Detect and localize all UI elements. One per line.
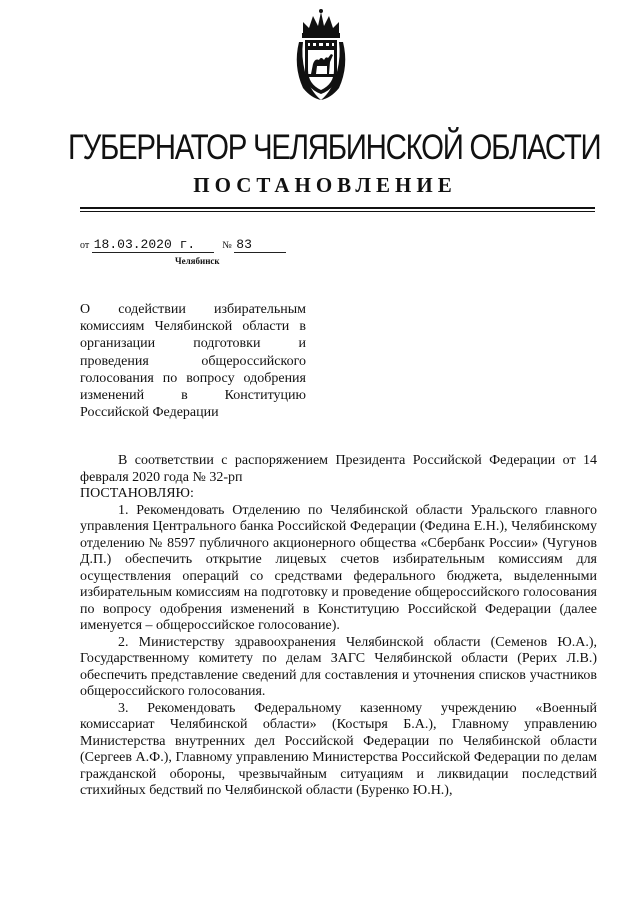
document-meta bbox=[80, 238, 286, 253]
date-prefix: от bbox=[80, 240, 90, 251]
governor-title: ГУБЕРНАТОР ЧЕЛЯБИНСКОЙ ОБЛАСТИ bbox=[67, 128, 601, 167]
number-prefix: № bbox=[222, 240, 232, 251]
document-number: 83 bbox=[234, 238, 286, 253]
header-divider-thin bbox=[80, 211, 595, 212]
preamble-paragraph: В соответствии с распоряжением Президента Российской Федерации от 14 февраля 2020 года № 32-рп bbox=[80, 453, 597, 485]
document-type: ПОСТАНОВЛЕНИЕ bbox=[193, 173, 457, 197]
body-item-3: 3. Рекомендовать Федеральному казенному учреждению «Военный комиссариат Челябинской области» (Костыря Б.А.), Главному управлению Министерства внутренних дел Российской Федерации по Челябинской области (Сергеев А.Ф.), Главному управлению Министерства Российской Федерации по делам гражданской обороны, чрезвычайным ситуациям и ликвидации последствий стихийных бедствий по Челябинской области (Буренко Ю.Н.), bbox=[80, 700, 597, 798]
document-subject: О содействии избирательным комиссиям Челябинской области в организации подготовки и проведения общероссийского голосования по вопросу одобрения изменений в Конституцию Российской Федерации bbox=[80, 302, 306, 421]
body-item-1: 1. Рекомендовать Отделению по Челябинской области Уральского главного управления Центрального банка Российской Федерации (Федина Е.Н.), Челябинскому отделению № 8597 публичного акционерного общества «Сбербанк России» (Чугунов Д.П.) обеспечить открытие лицевых счетов избирательным комиссиям для осуществления операций со средствами федерального бюджета, выделенными избирательным комиссиям на подготовку и проведение общероссийского голосования по вопросу одобрения изменений в Конституцию Российской Федерации (далее именуется – общероссийское голосование). bbox=[80, 502, 597, 633]
document-date: 18.03.2020 г. bbox=[92, 238, 214, 253]
city-label: Челябинск bbox=[175, 256, 220, 266]
coat-of-arms-emblem bbox=[291, 8, 351, 102]
document-body bbox=[80, 453, 597, 800]
resolve-heading: ПОСТАНОВЛЯЮ: bbox=[80, 486, 194, 501]
body-item-2: 2. Министерству здравоохранения Челябинской области (Семенов Ю.А.), Государственному комитету по делам ЗАГС Челябинской области (Рерих Л.В.) обеспечить представление сведений для составления и уточнения списков участников общероссийского голосования. bbox=[80, 634, 597, 699]
header-divider-thick bbox=[80, 207, 595, 209]
